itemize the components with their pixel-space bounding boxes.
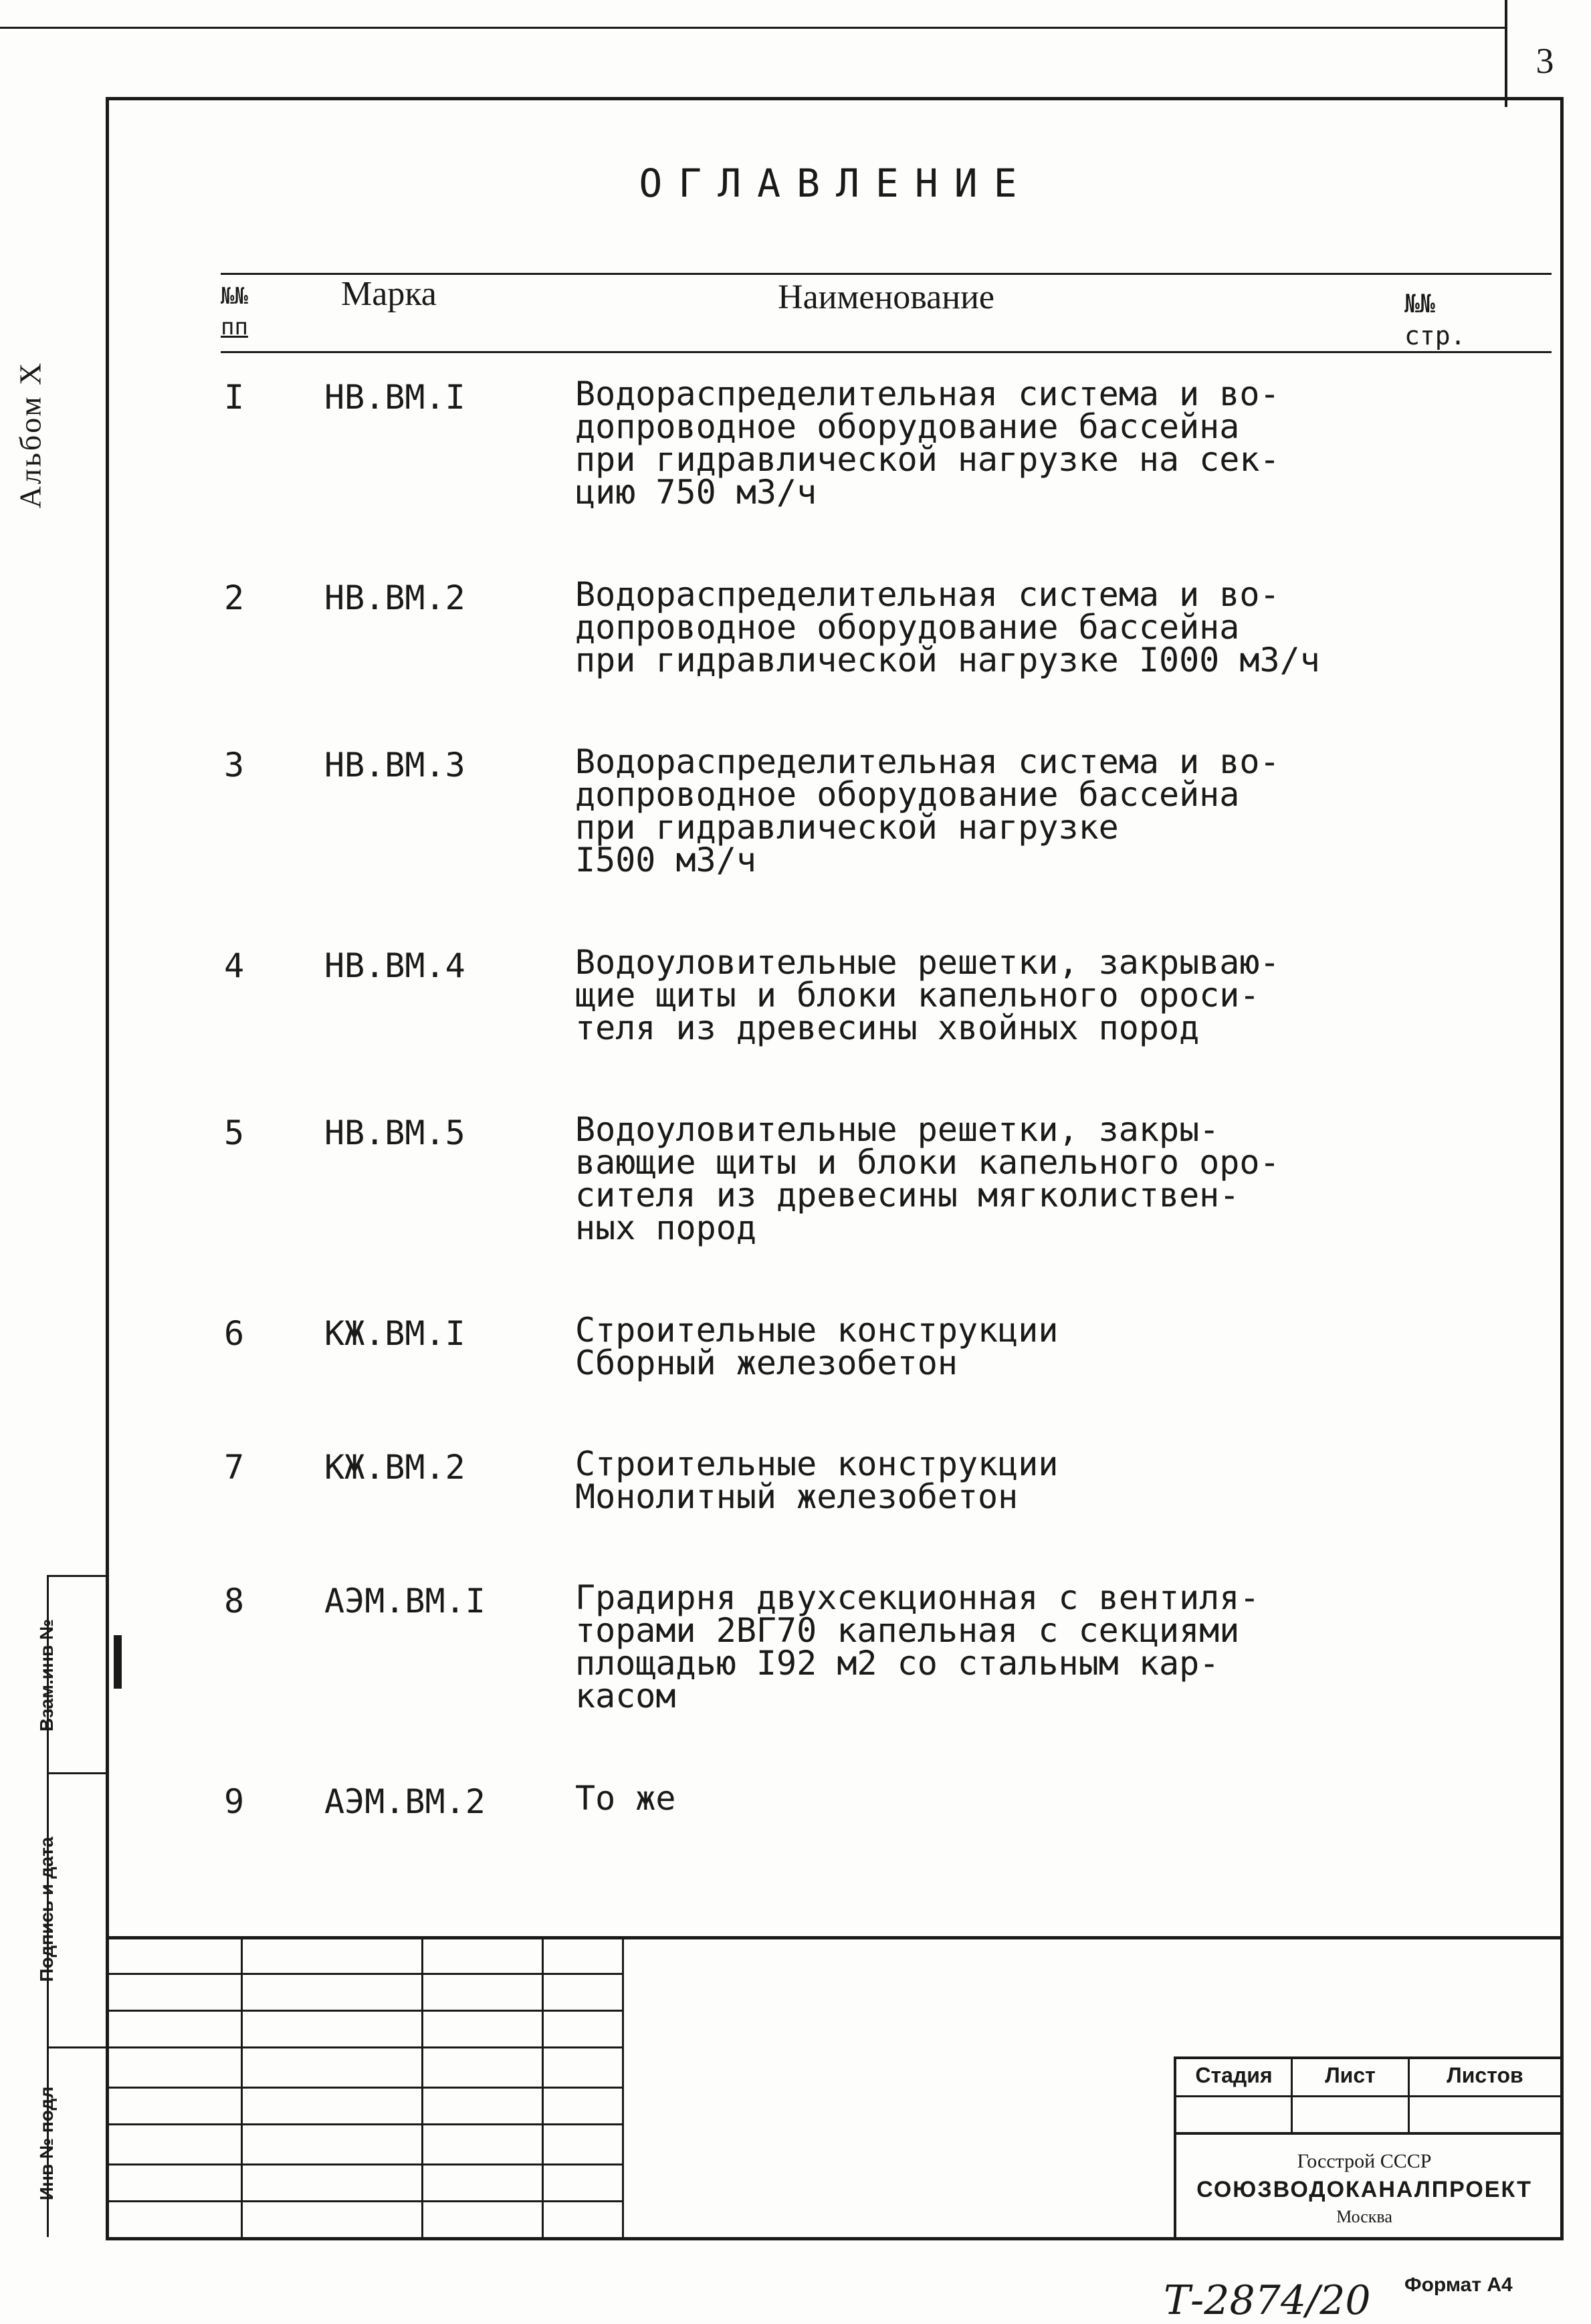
grid-line xyxy=(106,2163,624,2165)
frame-bottom xyxy=(106,2237,1564,2240)
grid-line xyxy=(106,2123,624,2125)
format-label: Формат А4 xyxy=(1404,2274,1513,2296)
header-bottom-rule xyxy=(221,351,1552,353)
header-number-column: №№ пп xyxy=(221,283,248,340)
row-code: НВ.ВМ.2 xyxy=(324,578,465,617)
frame-right xyxy=(1560,97,1564,2240)
stamp-list: Лист xyxy=(1325,2063,1376,2087)
grid-column xyxy=(622,1936,624,2237)
row-number: 5 xyxy=(224,1114,245,1152)
row-code: НВ.ВМ.5 xyxy=(324,1114,465,1152)
row-number: 7 xyxy=(224,1448,245,1487)
row-number: 8 xyxy=(224,1582,245,1620)
grid-line xyxy=(106,2046,624,2048)
frame-top xyxy=(106,97,1564,100)
row-number: 4 xyxy=(224,946,245,985)
grid-line xyxy=(106,2200,624,2202)
row-title: Водораспределительная система и во- допроводное оборудование бассейна при гидравлической нагрузке I500 м3/ч xyxy=(575,742,1280,879)
grid-line xyxy=(106,2010,624,2012)
header-marka: Марка xyxy=(341,275,437,313)
document-code: Т-2874/20 xyxy=(1164,2277,1371,2324)
podpis-data-label: Подпись и дата xyxy=(36,1836,57,1982)
grid-line xyxy=(106,1973,624,1975)
frame-left xyxy=(106,97,109,2240)
row-code: НВ.ВМ.3 xyxy=(324,746,465,784)
stamp-row-line xyxy=(1174,2132,1564,2135)
grid-line xyxy=(106,2087,624,2089)
stamp-listov: Листов xyxy=(1447,2063,1523,2087)
org-city: Москва xyxy=(1336,2207,1392,2226)
stamp-row-line xyxy=(1174,2095,1564,2097)
stamp-stadiya: Стадия xyxy=(1195,2063,1273,2087)
row-code: АЭМ.ВМ.2 xyxy=(324,1782,486,1821)
row-code: КЖ.ВМ.2 xyxy=(324,1448,465,1487)
row-code: НВ.ВМ.I xyxy=(324,378,465,417)
row-title: Водоуловительные решетки, закрываю- щие щиты и блоки капельного ороси- теля из древесины хвойных пород xyxy=(575,943,1280,1047)
stamp-top xyxy=(1174,2056,1564,2059)
row-title: То же xyxy=(575,1779,676,1818)
org-name: СОЮЗВОДОКАНАЛПРОЕКТ xyxy=(1196,2177,1532,2202)
margin-mark xyxy=(114,1635,122,1689)
grid-column xyxy=(241,1936,243,2237)
header-name: Наименование xyxy=(778,278,994,316)
grid-column xyxy=(421,1936,423,2237)
top-rule xyxy=(0,27,1505,29)
side-divider xyxy=(47,1772,107,1774)
grid-column xyxy=(542,1936,544,2237)
vzam-inv-label: Взам.инв № xyxy=(36,1618,57,1732)
side-divider xyxy=(47,1575,107,1577)
row-code: АЭМ.ВМ.I xyxy=(324,1582,486,1620)
document-title: ОГЛАВЛЕНИЕ xyxy=(639,161,1033,206)
row-title: Градирня двухсекционная с вентиля- торами 2ВГ70 капельная с секциями площадью I92 м2 со стальным кар- касом xyxy=(575,1578,1260,1715)
row-code: НВ.ВМ.4 xyxy=(324,946,465,985)
title-block-top xyxy=(106,1936,1564,1939)
stamp-left xyxy=(1174,2056,1176,2237)
org-line-1: Госстрой СССР xyxy=(1297,2150,1432,2172)
row-number: 2 xyxy=(224,578,245,617)
row-title: Водораспределительная система и во- допроводное оборудование бассейна при гидравлической нагрузке I000 м3/ч xyxy=(575,575,1320,679)
row-code: КЖ.ВМ.I xyxy=(324,1314,465,1353)
page-number: 3 xyxy=(1535,41,1554,81)
header-page-column: №№ стр. xyxy=(1404,289,1466,350)
row-title: Водоуловительные решетки, закры- вающие щиты и блоки капельного оро- сителя из древесины мягколиствен- ных пород xyxy=(575,1110,1280,1247)
row-title: Строительные конструкции Монолитный железобетон xyxy=(575,1445,1059,1516)
row-number: I xyxy=(224,378,245,417)
row-number: 9 xyxy=(224,1782,245,1821)
inv-podl-label: Инв № подл xyxy=(36,2086,57,2201)
row-title: Строительные конструкции Сборный железобетон xyxy=(575,1311,1059,1382)
side-divider xyxy=(47,2046,107,2048)
album-label: Альбом X xyxy=(13,360,47,509)
row-number: 3 xyxy=(224,746,245,784)
row-number: 6 xyxy=(224,1314,245,1353)
row-title: Водораспределительная система и во- допроводное оборудование бассейна при гидравлической нагрузке на сек- цию 750 м3/ч xyxy=(575,375,1280,512)
